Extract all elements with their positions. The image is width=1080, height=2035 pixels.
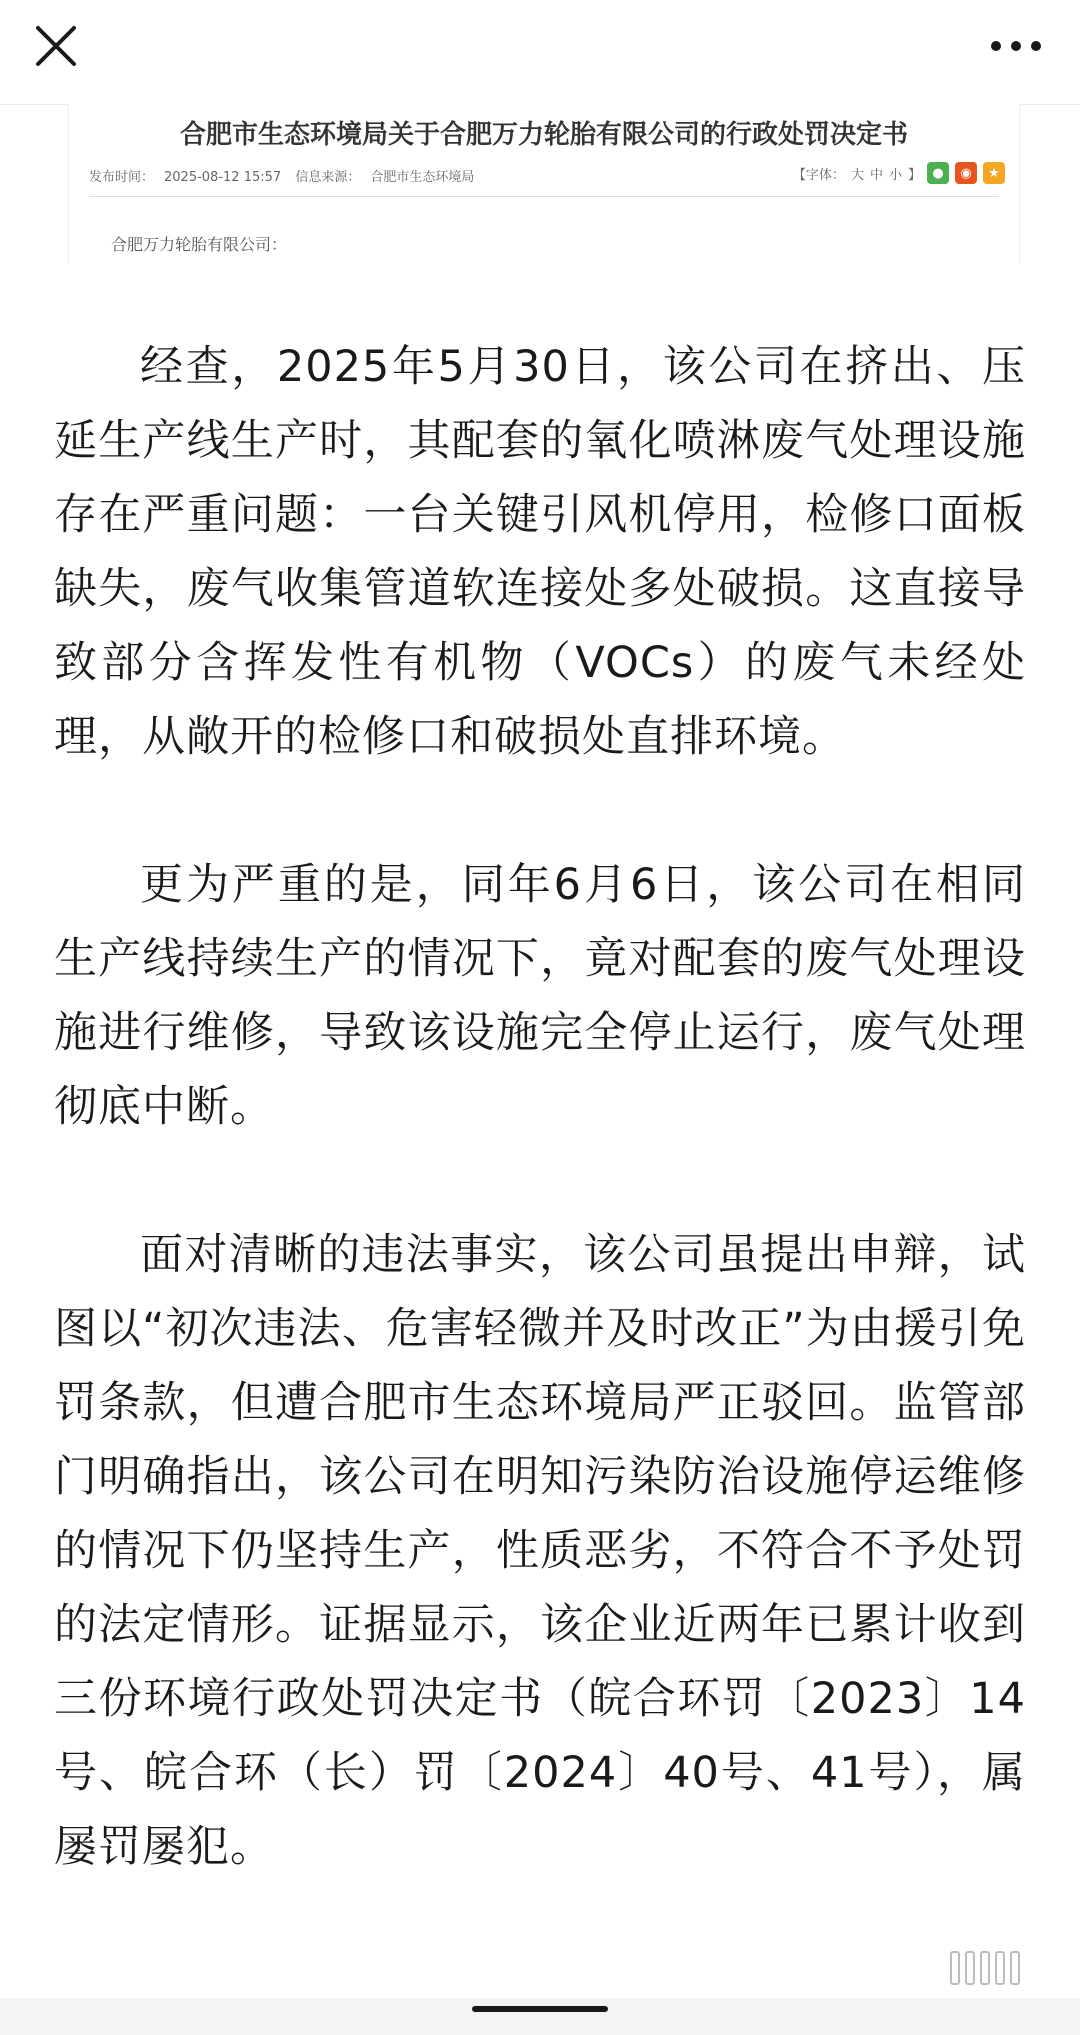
favorite-icon[interactable]: ★: [983, 162, 1005, 184]
notice-meta: [89, 166, 484, 185]
notice-divider: [89, 196, 999, 197]
publish-time-label: 发布时间：: [89, 170, 155, 185]
source-label: 信息来源：: [295, 170, 361, 185]
font-small-link[interactable]: 小: [888, 167, 902, 183]
home-indicator[interactable]: [472, 2006, 608, 2012]
close-button[interactable]: [30, 20, 82, 72]
font-size-close: 】: [907, 167, 921, 183]
more-options-button[interactable]: [986, 20, 1046, 72]
article-paragraph-3: 面对清晰的违法事实，该公司虽提出申辩，试图以“初次违法、危害轻微并及时改正”为由援引免罚条款，但遭合肥市生态环境局严正驳回。监管部门明确指出，该公司在明知污染防治设施停运维修的情况下仍坚持生产，性质恶劣，不符合不予处罚的法定情形。证据显示，该企业近两年已累计收到三份环境行政处罚决定书（皖合环罚〔2023〕14号、皖合环（长）罚〔2024〕40号、41号），属屡罚屡犯。: [54, 1230, 1026, 1872]
source: 合肥市生态环境局: [370, 170, 475, 185]
publish-time: 2025-08-12 15:57: [164, 170, 282, 185]
watermark-icon: [950, 1948, 1050, 1988]
font-size-label: 【字体：: [792, 167, 845, 183]
font-medium-link[interactable]: 中: [869, 167, 883, 183]
embedded-notice-screenshot: [68, 104, 1020, 264]
wechat-icon[interactable]: ●: [927, 162, 949, 184]
notice-title: 合肥市生态环境局关于合肥万力轮胎有限公司的行政处罚决定书: [179, 120, 908, 150]
weibo-icon[interactable]: ◉: [955, 162, 977, 184]
notice-tools: [793, 162, 1005, 184]
more-dots-icon: [986, 20, 1046, 72]
article-paragraph-2: 更为严重的是，同年6月6日，该公司在相同生产线持续生产的情况下，竟对配套的废气处理设施进行维修，导致该设施完全停止运行，废气处理彻底中断。: [54, 860, 1026, 1132]
top-toolbar: [0, 0, 1080, 105]
home-indicator-bar: [0, 1998, 1080, 2035]
notice-recipient: 合肥万力轮胎有限公司：: [111, 235, 288, 254]
article-paragraph-1: 经查，2025年5月30日，该公司在挤出、压延生产线生产时，其配套的氧化喷淋废气处理设施存在严重问题：一台关键引风机停用，检修口面板缺失，废气收集管道软连接处多处破损。这直接导致部分含挥发性有机物（VOCs）的废气未经处理，从敞开的检修口和破损处直排环境。: [54, 342, 1026, 762]
font-large-link[interactable]: 大: [850, 167, 864, 183]
article-body: [54, 330, 1026, 1958]
close-icon: [30, 20, 82, 72]
